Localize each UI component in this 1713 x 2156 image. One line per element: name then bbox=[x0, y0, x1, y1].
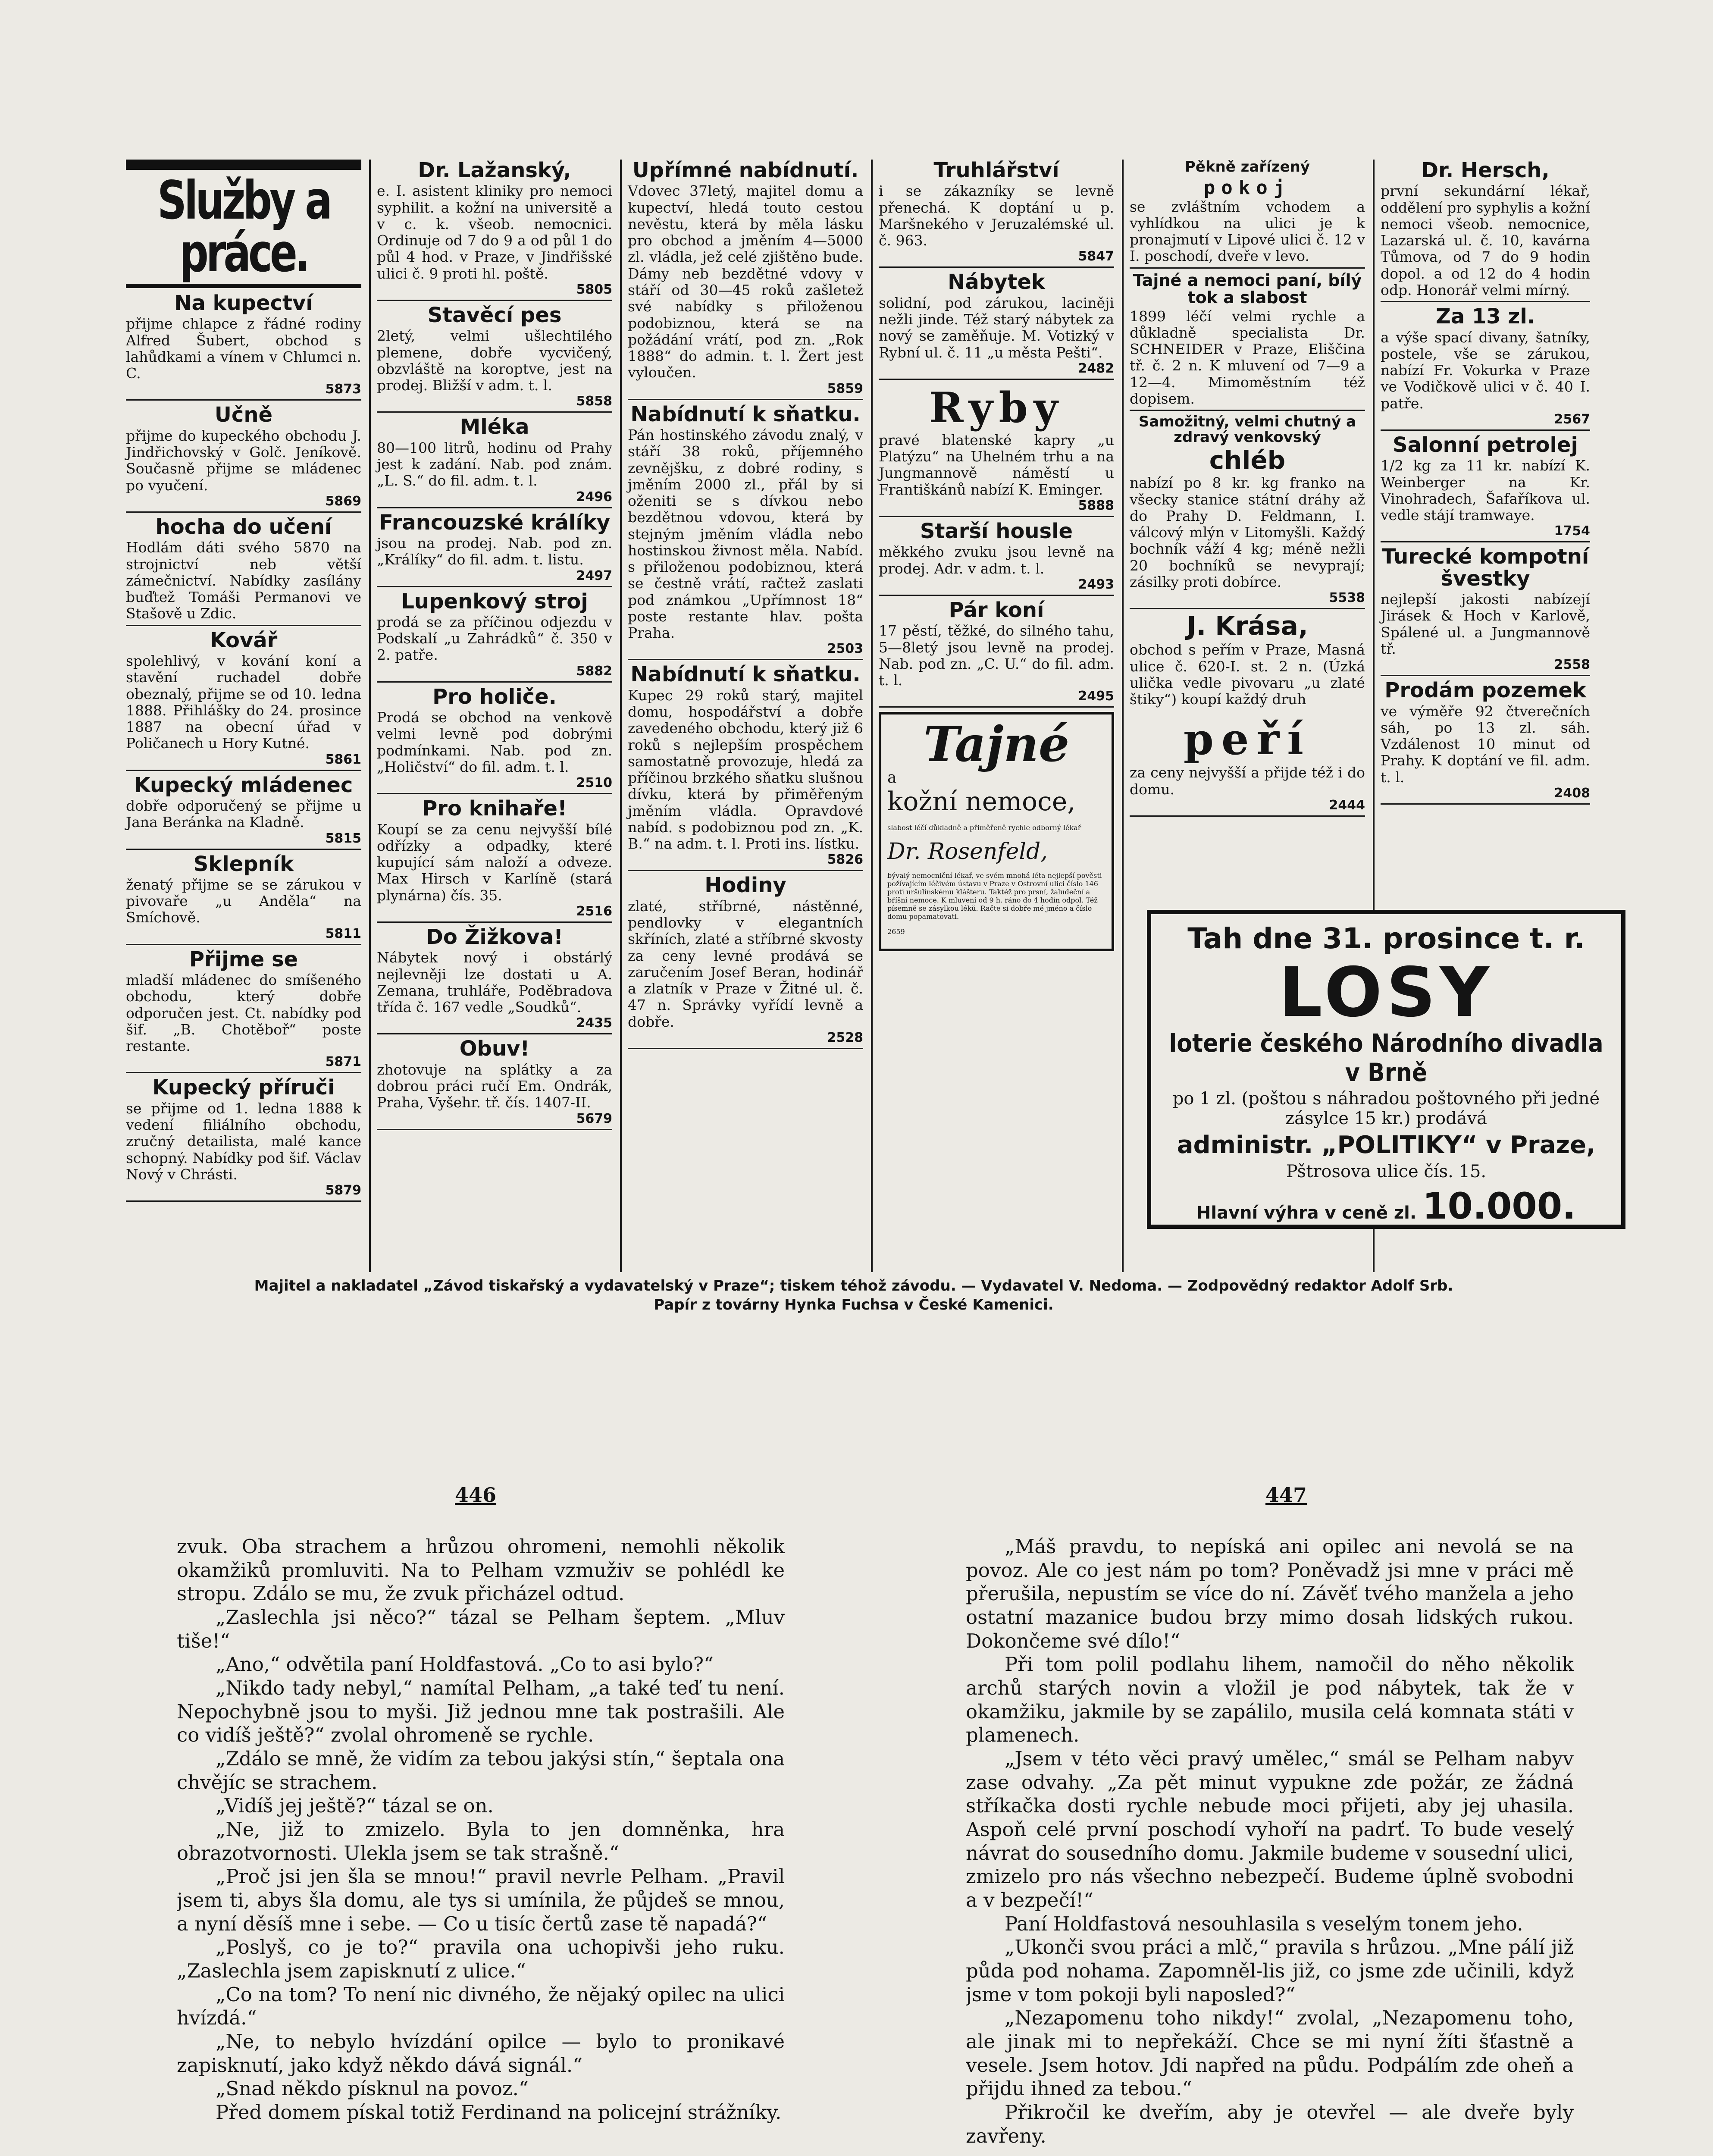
story-paragraph: Před domem pískal totiž Ferdinand na policejní strážníky. bbox=[216, 2101, 782, 2124]
ad-number: 2482 bbox=[1078, 360, 1114, 376]
ad-body: 1899 léčí velmi rychle a důkladně specialista Dr. SCHNEIDER v Praze, Eliščina tř. č. 2 n. K mluvení od 7—9 a 12—4. Mimoměstním též dopisem. bbox=[1130, 307, 1365, 407]
story-paragraph: „Poslyš, co je to?“ pravila ona uchopivši jeho ruku. „Zaslechla jsem zapisknutí z ulice.“ bbox=[177, 1936, 785, 1983]
ad-number: 5882 bbox=[576, 663, 612, 679]
ad-body: Koupí se za cenu nejvyšší bílé odřízky a odpadky, které kupující sám naloží a odveze. Max Hirsch v Karlíně (stará plynárna) čís. 35. bbox=[377, 821, 612, 904]
ad-column-2 bbox=[372, 160, 617, 1272]
publisher-line: Majitel a nakladatel „Závod tiskařský a vydavatelský v Praze“; tiskem téhož závodu. — Vydavatel V. Nedoma. — Zodpovědný redaktor Adolf Srb. bbox=[254, 1277, 1453, 1294]
ad-item bbox=[1130, 613, 1365, 710]
ad-heading: Do Žižkova! bbox=[426, 924, 563, 949]
ad-number: 5826 bbox=[827, 852, 863, 868]
ad-body: 80—100 litrů, hodinu od Prahy jest k zadání. Nab. pod znám. „L. S.“ do fil. adm. t. l. bbox=[377, 439, 612, 489]
ad-number: 5871 bbox=[325, 1054, 361, 1070]
story-paragraph: „Proč jsi jen šla se mnou!“ pravil nevrle Pelham. „Pravil jsem ti, abys šla domu, ale tys si umínila, že půjdeš se mnou, a nyní děsíš mne i sebe. — Co u tisíc čertů zase tě napadá?“ bbox=[177, 1865, 785, 1935]
ad-heading: Mléka bbox=[460, 415, 529, 439]
ad-heading: Sklepník bbox=[193, 852, 294, 876]
ad-body: nejlepší jakosti nabízejí Jirásek & Hoch v Karlově, Spálené ul. a Jungmannově tř. bbox=[1381, 591, 1590, 657]
ad-heading: Za 13 zl. bbox=[1435, 304, 1535, 329]
ad-item bbox=[1130, 272, 1365, 411]
ad-heading: Kupecký příruči bbox=[152, 1075, 335, 1100]
ad-item bbox=[377, 512, 612, 587]
story-paragraph: „Vidíš jej ještě?“ tázal se on. bbox=[216, 1794, 494, 1818]
ad-heading: Nabídnutí k sňatku. bbox=[630, 402, 861, 426]
column-divider bbox=[620, 160, 622, 1272]
ad-heading: Turecké kompotní švestky bbox=[1381, 545, 1589, 591]
ad-number: 5869 bbox=[325, 493, 361, 509]
ad-heading: hocha do učení bbox=[155, 514, 332, 539]
ad-body: za ceny nejvyšší a přijde též i do domu. bbox=[1130, 764, 1365, 798]
story-paragraph: „Nikdo tady nebyl,“ namítal Pelham, „a také teď tu není. Nepochybně jsou to myši. Již jednou mne tak postrašili. Ale co vidíš ještě?“ zvolal ohromeně se rychle. bbox=[177, 1677, 785, 1747]
ad-list bbox=[377, 160, 612, 1130]
ad-item bbox=[126, 949, 361, 1074]
ad-heading: Pěkně zařízený bbox=[1184, 160, 1310, 175]
ad-body: přijme do kupeckého obchodu J. Jindřichovský v Golč. Jeníkově. Současně přijme se mládenec po vyučení. bbox=[126, 427, 361, 494]
story-paragraph: zvuk. Oba strachem a hrůzou ohromeni, nemohli několik okamžiků promluviti. Na to Pelham vzmuživ se pohlédl ke stropu. Zdálo se mu, že zvuk přicházel odtud. bbox=[177, 1535, 785, 1605]
lottery-seller: administr. „POLITIKY“ v Praze, bbox=[1177, 1131, 1596, 1159]
ad-number: 5815 bbox=[325, 830, 361, 846]
ad-item bbox=[879, 383, 1114, 517]
ad-heading-large: Tajné bbox=[923, 716, 1070, 773]
ad-heading: Na kupectví bbox=[174, 291, 313, 315]
ad-number: 5847 bbox=[1078, 249, 1114, 264]
ad-item bbox=[1381, 306, 1590, 431]
ad-heading: Tajné a nemoci paní, bílý tok a slabost bbox=[1133, 270, 1362, 307]
story-paragraph: „Jsem v této věci pravý umělec,“ smál se Pelham nabyv zase odvahy. „Za pět minut vypukne zde požár, ze žádná stříkačka dosti rychle nebude moci přijeti, aby jej uhasila. Aspoň celé první poschodí vyhoří na padrť. To bude veselý návrat do sousedního domu. Jakmile budeme v sousední ulici, zmizelo pro nás všechno nebezpečí. Budeme úplně svobodni a v bezpečí!“ bbox=[966, 1747, 1574, 1912]
ad-heading: a bbox=[887, 769, 897, 787]
ad-body: ve výměře 92 čtverečních sáh, po 13 zl. sáh. Vzdálenost 10 minut od Prahy. K doptání ve fil. adm. t. l. bbox=[1381, 702, 1590, 786]
ad-item bbox=[126, 292, 361, 401]
lottery-title: LOSY bbox=[1279, 953, 1494, 1032]
ad-number: 2510 bbox=[576, 775, 612, 791]
ad-column-1 bbox=[121, 160, 366, 1272]
ad-item bbox=[126, 404, 361, 512]
ad-number: 2528 bbox=[827, 1030, 863, 1045]
ad-number: 5858 bbox=[576, 394, 612, 409]
ad-heading: Přijme se bbox=[189, 947, 298, 971]
ad-body: první sekundární lékař, oddělení pro syphylis a kožní nemoci všeob. nemocnice, Lazarská ul. č. 10, kavárna Tůmova, od 7 do 9 hodin dopol. a od 12 do 4 hodin odp. Honorář velmi mírný. bbox=[1381, 182, 1590, 298]
story-paragraph: Paní Holdfastová nesouhlasila s veselým tonem jeho. bbox=[1005, 1912, 1523, 1935]
publisher-footer bbox=[142, 1276, 1565, 1314]
ad-number: 2493 bbox=[1078, 577, 1114, 592]
ad-body: dobře odporučený se přijme u Jana Beránka na Kladně. bbox=[126, 797, 361, 831]
ad-body: a výše spací divany, šatníky, postele, vše se zárukou, nabízí Fr. Vokurka v Praze ve Vodičkově ulici v č. 40 I. patře. bbox=[1381, 329, 1590, 412]
ad-item bbox=[126, 853, 361, 945]
ad-body: Kupec 29 roků starý, majitel domu, hospodářství a dobře zavedeného obchodu, který již 6 roků s nejlepším prospěchem samostatně provozuje, hledá za příčinou brzkého sňatku slušnou dívku, která by přiměřeným jměním vládla. Opravdové nabíd. s podobiznou pod zn. „K. B.“ na adm. t. l. Proti ins. lístku. bbox=[628, 686, 863, 852]
ad-heading-large: Ryby bbox=[929, 383, 1064, 432]
ad-body: Pán hostinského závodu znalý, v stáří 38 roků, příjemného zevnějšku, z dobré rodiny, s jměním 2000 zl., přál by si oženiti se s dívkou nebo bezdětnou vdovou, která by stejným jměním vládla nebo hostinskou živnost měla. Nabíd. s přiloženou podobiznou, která se čestně vrátí, račtež zaslati pod známkou „Upřímnost 18“ poste restante hlav. pošta Praha. bbox=[628, 426, 863, 642]
ad-item bbox=[628, 404, 863, 661]
ad-body: obchod s peřím v Praze, Masná ulice č. 620-I. st. 2 n. (Úzká ulička vedle pivovaru „u zlaté štiky“) koupí každý druh bbox=[1130, 641, 1365, 708]
ad-item bbox=[126, 1077, 361, 1202]
ad-number: 5538 bbox=[1329, 590, 1365, 606]
story-paragraph: „Ukonči svou práci a mlč,“ pravila s hrůzou. „Mne pálí již půda pod nohama. Zapomněl-lis již, co jsme zde učinili, když jsme v tom pokoji byli naposled?“ bbox=[966, 1936, 1574, 2006]
ad-number: 5888 bbox=[1078, 498, 1114, 513]
story-text-left bbox=[177, 1535, 785, 2156]
ad-heading: Dr. Hersch, bbox=[1421, 160, 1550, 182]
ad-item bbox=[377, 591, 612, 683]
story-paragraph: „Ano,“ odvětila paní Holdfastová. „Co to asi bylo?“ bbox=[216, 1653, 714, 1676]
ad-body: Prodá se obchod na venkově velmi levně pod dobrými podmínkami. Nab. pod zn. „Holičství“ do fil. adm. t. l. bbox=[377, 709, 612, 775]
medical-ad-box bbox=[879, 712, 1114, 951]
ad-heading: Nábytek bbox=[948, 270, 1045, 295]
ad-list bbox=[126, 292, 361, 1202]
ad-body: Vdovec 37letý, majitel domu a kupectví, hledá touto cestou nevěstu, která by měla lásku pro obchod a jměním 4—5000 zl. vládla, jež celé zjištěno bude. Dámy neb bezdětné vdovy v stáří od 30—45 roků zašletež své nabídky s přiloženou podobiznou, která se na požádání vrátí, pod zn. „Rok 1888“ do admin. t. l. Žert jest vyloučen. bbox=[628, 182, 863, 381]
ad-number: 2495 bbox=[1078, 689, 1114, 704]
ad-heading: Lupenkový stroj bbox=[401, 589, 588, 614]
doctor-name: Dr. Rosenfeld, bbox=[887, 839, 1048, 865]
ad-item bbox=[879, 520, 1114, 596]
lottery-date: Tah dne 31. prosince t. r. bbox=[1187, 922, 1585, 955]
ad-item bbox=[1130, 414, 1365, 609]
ad-item bbox=[126, 630, 361, 771]
ad-item bbox=[628, 874, 863, 1049]
ad-body: 1/2 kg za 11 kr. nabízí K. Weinberger na Kr. Vinohradech, Šafaříkova ul. vedle stájí tramwaye. bbox=[1381, 457, 1590, 524]
ad-heading: Pro knihaře! bbox=[422, 796, 567, 821]
ad-item bbox=[1381, 160, 1590, 302]
story-text-right bbox=[966, 1535, 1574, 2156]
ad-heading: Pro holiče. bbox=[432, 684, 557, 709]
lottery-address: Pštrosova ulice čís. 15. bbox=[1286, 1162, 1487, 1181]
paper-line: Papír z továrny Hynka Fuchsa v České Kamenici. bbox=[654, 1296, 1054, 1314]
ad-body: jsou na prodej. Nab. pod zn. „Králíky“ do fil. adm. t. listu. bbox=[377, 535, 612, 568]
ad-item bbox=[1381, 680, 1590, 805]
ad-body: se zvláštním vchodem a vyhlídkou na ulici je k pronajmutí v Lipové ulici č. 12 v I. poschodí, dveře v levo. bbox=[1130, 198, 1365, 265]
ad-item bbox=[1381, 434, 1590, 542]
ad-item bbox=[377, 416, 612, 508]
ad-item bbox=[1130, 714, 1365, 817]
ad-item bbox=[377, 686, 612, 794]
ad-item bbox=[879, 599, 1114, 708]
lottery-price: po 1 zl. (poštou s náhradou poštovného při jedné zásylce 15 kr.) prodává bbox=[1172, 1089, 1600, 1128]
ad-heading: kožní nemoce, bbox=[887, 787, 1076, 817]
page-number-right: 447 bbox=[1265, 1483, 1307, 1507]
ad-body: měkkého zvuku jsou levně na prodej. Adr. v adm. t. l. bbox=[879, 543, 1114, 577]
ad-item bbox=[377, 926, 612, 1034]
lottery-prize-label: Hlavní výhra v ceně zl. bbox=[1196, 1203, 1417, 1223]
ad-heading: Dr. Lažanský, bbox=[418, 160, 571, 182]
ad-body: Hodlám dáti svého 5870 na strojnictví neb větší zámečnictví. Nabídky zasílány buďtež Tomáši Permanovi ve Stašově u Zdic. bbox=[126, 539, 361, 622]
ad-body: mladší mládenec do smíšeného obchodu, který dobře odporučen jest. Ct. nabídky pod šif. „B. Chotěboř“ poste restante. bbox=[126, 971, 361, 1055]
ad-number: 5873 bbox=[325, 382, 361, 397]
ad-body: bývalý nemocniční lékař, ve svém mnohá léta nejlepší pověsti požívajícím léčivém ústavu v Praze v Ostrovní ulici číslo 146 proti uršulinskému klášteru. Taktéž pro prsní, žaludeční a bříšní nemoce. K mluvení od 9 h. ráno do 4 hodin odpol. Též písemně se zásylkou léků. Račte si dobře mé jméno a číslo domu popamatovati. bbox=[887, 871, 1102, 921]
ad-item bbox=[1381, 546, 1590, 676]
ad-heading: J. Krása, bbox=[1187, 611, 1308, 642]
ad-item bbox=[628, 664, 863, 871]
ad-number: 5879 bbox=[325, 1183, 361, 1198]
ad-heading: Prodám pozemek bbox=[1384, 678, 1586, 703]
ad-heading: Pár koní bbox=[949, 598, 1044, 622]
story-paragraph: „Co na tom? To není nic divného, že nějaký opilec na ulici hvízdá.“ bbox=[177, 1983, 785, 2030]
ad-heading-large: chléb bbox=[1209, 445, 1286, 475]
story-paragraph: „Ne, již to zmizelo. Byla to jen domněnka, hra obrazotvornosti. Ulekla jsem se tak strašně.“ bbox=[177, 1818, 785, 1865]
ad-body: zlaté, stříbrné, nástěnné, pendlovky v elegantních skříních, zlaté a stříbrné skvosty za ceny levné prodává se zaručením Josef Beran, hodinář a zlatník v Praze v Žitné ul. č. 47 n. Správky vyřídí levně a dobře. bbox=[628, 897, 863, 1030]
story-paragraph: Přikročil ke dveřím, aby je otevřel — ale dveře byly zavřeny. bbox=[966, 2101, 1574, 2147]
ad-heading: Obuv! bbox=[459, 1037, 530, 1061]
ad-number: 5679 bbox=[576, 1111, 612, 1126]
ad-item bbox=[879, 271, 1114, 379]
title-rule bbox=[126, 284, 361, 288]
column-divider bbox=[369, 160, 371, 1272]
ad-number: 5805 bbox=[576, 282, 612, 297]
ad-item bbox=[377, 1038, 612, 1130]
ad-body: i se zákazníky se levně přenechá. K doptání u p. Maršnekého v Jeruzalémské ul. č. 963. bbox=[879, 182, 1114, 249]
ad-heading: Učně bbox=[214, 403, 273, 427]
ad-list bbox=[628, 160, 863, 1049]
ad-body: slabost léčí důkladně a přiměřeně rychle odborný lékař bbox=[887, 824, 1081, 832]
ad-heading: Starší housle bbox=[920, 519, 1073, 543]
ad-number: 5811 bbox=[325, 926, 361, 941]
ad-heading: Kupecký mládenec bbox=[134, 773, 353, 797]
ad-heading: Nabídnutí k sňatku. bbox=[630, 662, 861, 687]
ad-number: 2503 bbox=[827, 641, 863, 657]
ad-column-3 bbox=[623, 160, 868, 1272]
column-divider bbox=[871, 160, 873, 1272]
ad-heading: Kovář bbox=[210, 628, 278, 652]
ad-body: solidní, pod zárukou, laciněji nežli jinde. Též starý nábytek za nový se zaměňuje. M. Votizký v Rybní ul. č. 11 „u města Pešti“. bbox=[879, 294, 1114, 361]
ad-body: pravé blatenské kapry „u Platýzu“ na Uhelném trhu a na Jungmannově náměstí u Františkánů nabízí K. Eminger. bbox=[879, 431, 1114, 498]
ad-number: 2444 bbox=[1329, 797, 1365, 813]
ad-body: ženatý přijme se se zárukou v pivovaře „u Anděla“ na Smíchově. bbox=[126, 876, 361, 926]
ad-heading: Hodiny bbox=[705, 873, 786, 898]
ad-heading-large: pokoj bbox=[1203, 176, 1291, 199]
ad-number: 2659 bbox=[887, 928, 905, 936]
ad-body: 2letý, velmi ušlechtilého plemene, dobře vycvičený, obzvláště na koroptve, jest na prodej. Bližší v adm. t. l. bbox=[377, 327, 612, 394]
column-divider bbox=[1122, 160, 1124, 1272]
ad-number: 5859 bbox=[827, 381, 863, 396]
ad-item bbox=[879, 160, 1114, 268]
section-title: Služby a práce. bbox=[157, 170, 330, 284]
lottery-prize bbox=[1163, 1185, 1609, 1227]
ad-body: Nábytek nový i obstárlý nejlevněji lze dostati u A. Zemana, truhláře, Poděbradova třída č. 167 vedle „Soudků“. bbox=[377, 949, 612, 1016]
ad-body: 17 pěstí, těžké, do silného tahu, 5—8letý jsou levně na prodej. Nab. pod zn. „C. U.“ do fil. adm. t. l. bbox=[879, 622, 1114, 689]
story-paragraph: „Snad někdo písknul na povoz.“ bbox=[216, 2077, 529, 2100]
ad-number: 2558 bbox=[1554, 657, 1590, 673]
ad-heading: Francouzské králíky bbox=[379, 510, 611, 535]
ad-number: 2408 bbox=[1554, 785, 1590, 801]
ad-body: zhotovuje na splátky a za dobrou práci ručí Em. Ondrák, Praha, Vyšehr. tř. čís. 1407-II. bbox=[377, 1061, 612, 1111]
lottery-subtitle: loterie českého Národního divadla v Brně bbox=[1169, 1028, 1603, 1087]
ad-number: 2516 bbox=[576, 903, 612, 919]
lottery-ad-box bbox=[1147, 910, 1625, 1229]
ad-heading-large: peří bbox=[1183, 714, 1312, 765]
ad-heading: Truhlářství bbox=[933, 160, 1059, 182]
story-paragraph: „Ne, to nebylo hvízdání opilce — bylo to pronikavé zapisknutí, jako když někdo dává signál.“ bbox=[177, 2030, 785, 2077]
ad-item bbox=[126, 774, 361, 850]
story-paragraph: „Zaslechla jsi něco?“ tázal se Pelham šeptem. „Mluv tiše!“ bbox=[177, 1606, 785, 1652]
ad-number: 1754 bbox=[1554, 523, 1590, 539]
ad-item bbox=[377, 304, 612, 413]
ad-body: nabízí po 8 kr. kg franko na všecky stanice státní dráhy až do Prahy D. Feldmann, I. válcový mlýn v Litomyšli. Každý bochník váží 4 kg; méně nežli 20 bochníků se nevyprají; zásilky proti dobírce. bbox=[1130, 474, 1365, 590]
ad-body: e. I. asistent kliniky pro nemoci syphilit. a kožní na universitě a v c. k. všeob. nemocnici. Ordinuje od 7 do 9 a od půl 1 do půl 4 hod. v Praze, v Jindřišské ulici č. 9 proti hl. poště. bbox=[377, 182, 612, 282]
ad-heading: Upřímné nabídnutí. bbox=[632, 160, 859, 182]
ad-list bbox=[1381, 160, 1590, 805]
ad-heading: Stavěcí pes bbox=[427, 303, 562, 327]
ad-number: 2497 bbox=[576, 568, 612, 583]
ad-number: 2496 bbox=[576, 489, 612, 505]
story-paragraph: Při tom polil podlahu lihem, namočil do něho několik archů starých novin a vložil je pod nábytek, tak že v okamžiku, jakmile by se zapálilo, musila celá komnata státi v plamenech. bbox=[966, 1653, 1574, 1747]
ad-body: spolehlivý, v kování koní a stavění ruchadel dobře obeznalý, přijme se od 10. ledna 1888. Přihlášky do 24. prosince 1887 na obecní úřad v Poličanech u Hory Kutné. bbox=[126, 652, 361, 752]
ad-heading: Salonní petrolej bbox=[1393, 432, 1578, 457]
ad-column-4 bbox=[874, 160, 1119, 1272]
ad-item bbox=[377, 160, 612, 301]
lottery-prize-amount: 10.000. bbox=[1422, 1185, 1576, 1227]
ad-body: prodá se za příčinou odjezdu v Podskalí „u Zahrádků“ č. 350 v 2. patře. bbox=[377, 613, 612, 664]
ad-item bbox=[126, 516, 361, 626]
top-rule bbox=[126, 160, 361, 170]
ad-number: 2567 bbox=[1554, 411, 1590, 427]
ad-heading: Samožitný, velmi chutný a zdravý venkovský bbox=[1138, 413, 1356, 446]
ad-number: 5861 bbox=[325, 752, 361, 767]
story-paragraph: „Zdálo se mně, že vidím za tebou jakýsi stín,“ šeptala ona chvějíc se strachem. bbox=[177, 1747, 785, 1794]
ad-number: 2435 bbox=[576, 1015, 612, 1031]
ad-body: se přijme od 1. ledna 1888 k vedení filiálního obchodu, zručný detailista, malé kance schopný. Nabídky pod šif. Václav Nový v Chrásti. bbox=[126, 1100, 361, 1183]
ad-item bbox=[377, 798, 612, 923]
ad-body: přijme chlapce z řádné rodiny Alfred Šubert, obchod s lahůdkami a vínem v Chlumci n. C. bbox=[126, 315, 361, 382]
story-paragraph: „Máš pravdu, to nepíská ani opilec ani nevolá se na povoz. Ale co jest nám po tom? Poněvadž jsi mne v práci mě přerušila, nepustím se více do ní. Závěť tvého manžela a jeho ostatní mazanice budou brzy mimo dosah lidských rukou. Dokončeme své dílo!“ bbox=[966, 1535, 1574, 1652]
story-paragraph: „Nezapomenu toho nikdy!“ zvolal, „Nezapomenu toho, ale jinak mi to nepřekáží. Chce se mi nyní žíti šťastně a vesele. Jsem hotov. Jdi napřed na půdu. Podpálím zde oheň a přijdu ihned za tebou.“ bbox=[966, 2006, 1574, 2100]
page-number-left: 446 bbox=[455, 1483, 497, 1507]
ad-item bbox=[628, 160, 863, 400]
ad-item bbox=[1130, 160, 1365, 269]
